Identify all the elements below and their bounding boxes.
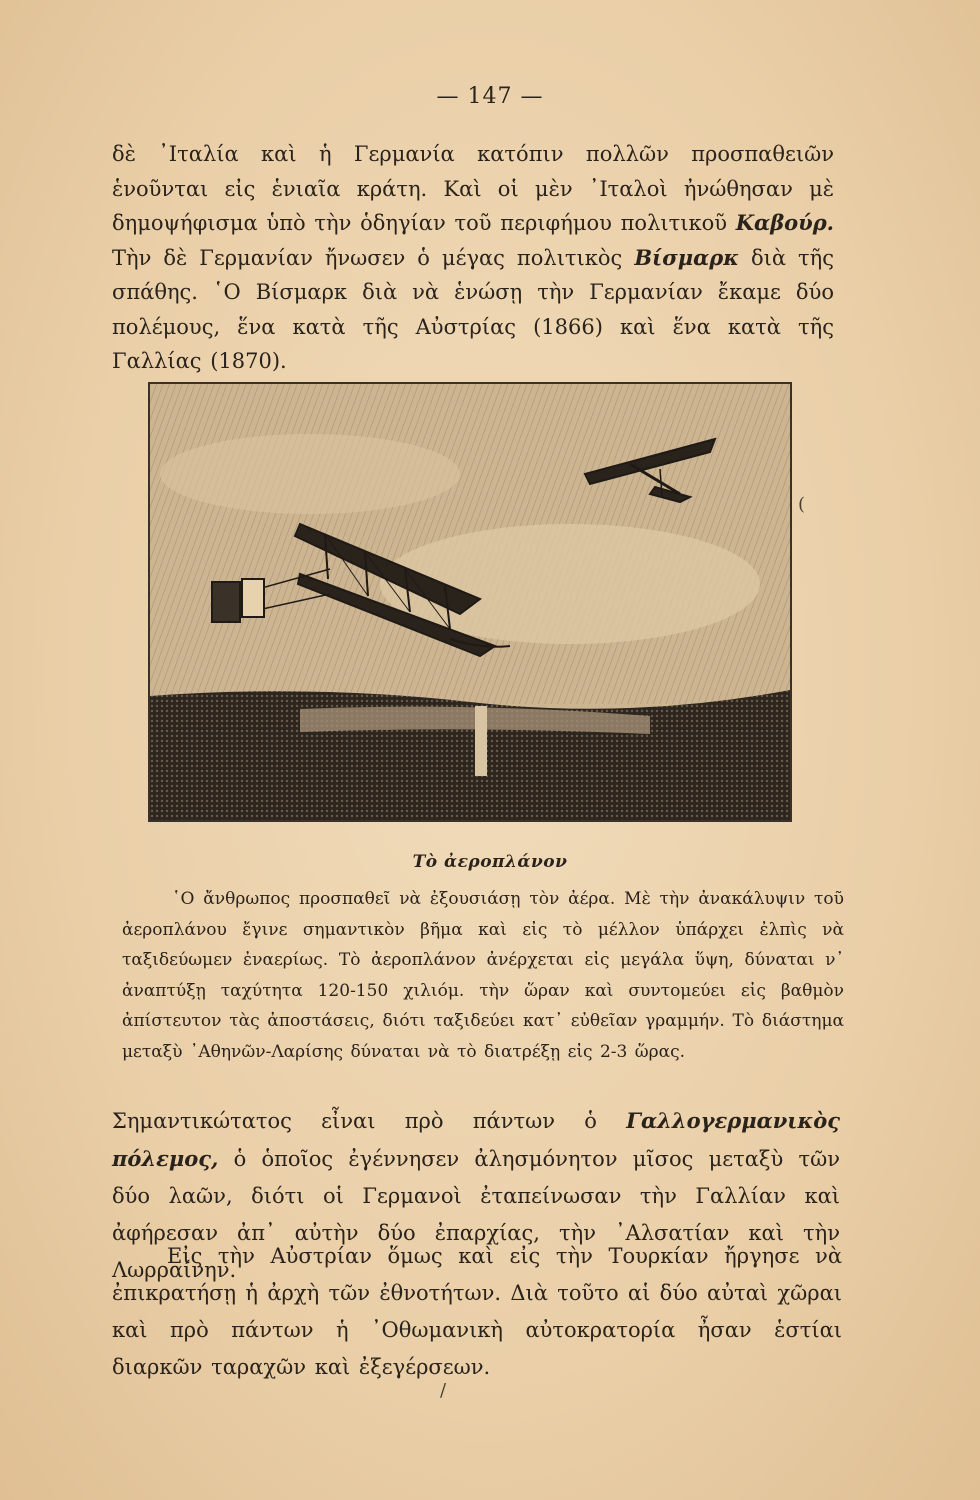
paragraph-nationalities: Εἰς τὴν Αὐστρίαν ὅμως καὶ εἰς τὴν Τουρκίαν ἤργησε νὰ ἐπικρατήσῃ ἡ ἀρχὴ τῶν ἐθνοτήτων. Διὰ τοῦτο αἱ δύο αὐταὶ χῶραι καὶ πρὸ πάντων ἡ ᾿Οθωμανικὴ αὐτοκρατορία ἦσαν ἑστίαι διαρκῶν ταραχῶν καὶ ἐξεγέρσεων. xyxy=(112,1244,842,1379)
page-number: — 147 — xyxy=(436,84,544,109)
paragraph-unification-text-1: δὲ ᾿Ιταλία καὶ ἡ Γερμανία κατόπιν πολλῶν προσπαθειῶν ἑνοῦνται εἰς ἑνιαῖα κράτη. Καὶ οἱ μὲν ᾿Ιταλοὶ ἠνώθησαν μὲ δημοψήφισμα ὑπὸ τὴν ὁδηγίαν τοῦ περιφήμου πολιτικοῦ xyxy=(112,142,834,235)
airplane-illustration xyxy=(148,382,792,822)
stray-mark-bottom: / xyxy=(440,1380,447,1401)
paragraph-unification-text-2: Τὴν δὲ Γερμανίαν ἤνωσεν ὁ μέγας πολιτικὸς xyxy=(112,245,623,270)
paragraph-unification-text-3: διὰ τῆς σπάθης. ῾Ο Βίσμαρκ διὰ νὰ ἑνώσῃ τὴν Γερμανίαν ἔκαμε δύο πολέμους, ἕνα κατὰ τῆς Αὐστρίας (1866) καὶ ἕνα κατὰ τῆς Γαλλίας (1870). xyxy=(112,245,834,373)
paragraph-war-text-1: Σημαντικώτατος εἶναι πρὸ πάντων ὁ xyxy=(112,1109,597,1133)
stray-mark-figure: ( xyxy=(798,494,806,515)
paragraph-unification xyxy=(112,137,834,379)
emphasis-franco-german-war: Γαλλογερμανικὸς πόλεμος, xyxy=(112,1108,840,1171)
emphasis-bismarck: Βίσμαρκ xyxy=(634,244,739,270)
emphasis-cavour: Καβούρ. xyxy=(735,210,834,235)
paragraph-airplane: ῾Ο ἄνθρωπος προσπαθεῖ νὰ ἐξουσιάσῃ τὸν ἀέρα. Μὲ τὴν ἀνακάλυψιν τοῦ ἀεροπλάνου ἔγινε σημαντικὸν βῆμα καὶ εἰς τὸ μέλλον ὑπάρχει ἐλπὶς νὰ ταξιδεύωμεν ἐναερίως. Τὸ ἀεροπλάνον ἀνέρχεται εἰς μεγάλα ὕψη, δύναται ν᾿ ἀναπτύξῃ ταχύτητα 120-150 χιλιόμ. τὴν ὥραν καὶ συντομεύει εἰς βαθμὸν ἀπίστευτον τὰς ἀποστάσεις, διότι ταξιδεύει κατ᾿ εὐθεῖαν γραμμήν. Τὸ διάστημα μεταξὺ ᾿Αθηνῶν-Λαρίσης δύναται νὰ τὸ διατρέξῃ εἰς 2-3 ὥρας. xyxy=(122,889,844,1062)
figure-caption: Τὸ ἀεροπλάνον xyxy=(412,852,568,872)
paragraph-war-text-2: ὁ ὁποῖος ἐγέννησεν ἀλησμόνητον μῖσος μεταξὺ τῶν δύο λαῶν, διότι οἱ Γερμανοὶ ἐταπείνωσαν τὴν Γαλλίαν καὶ ἀφήρεσαν ἀπ᾿ αὐτὴν δύο ἐπαρχίας, τὴν ᾿Αλσατίαν καὶ τὴν Λωρραίνην. xyxy=(112,1147,840,1282)
